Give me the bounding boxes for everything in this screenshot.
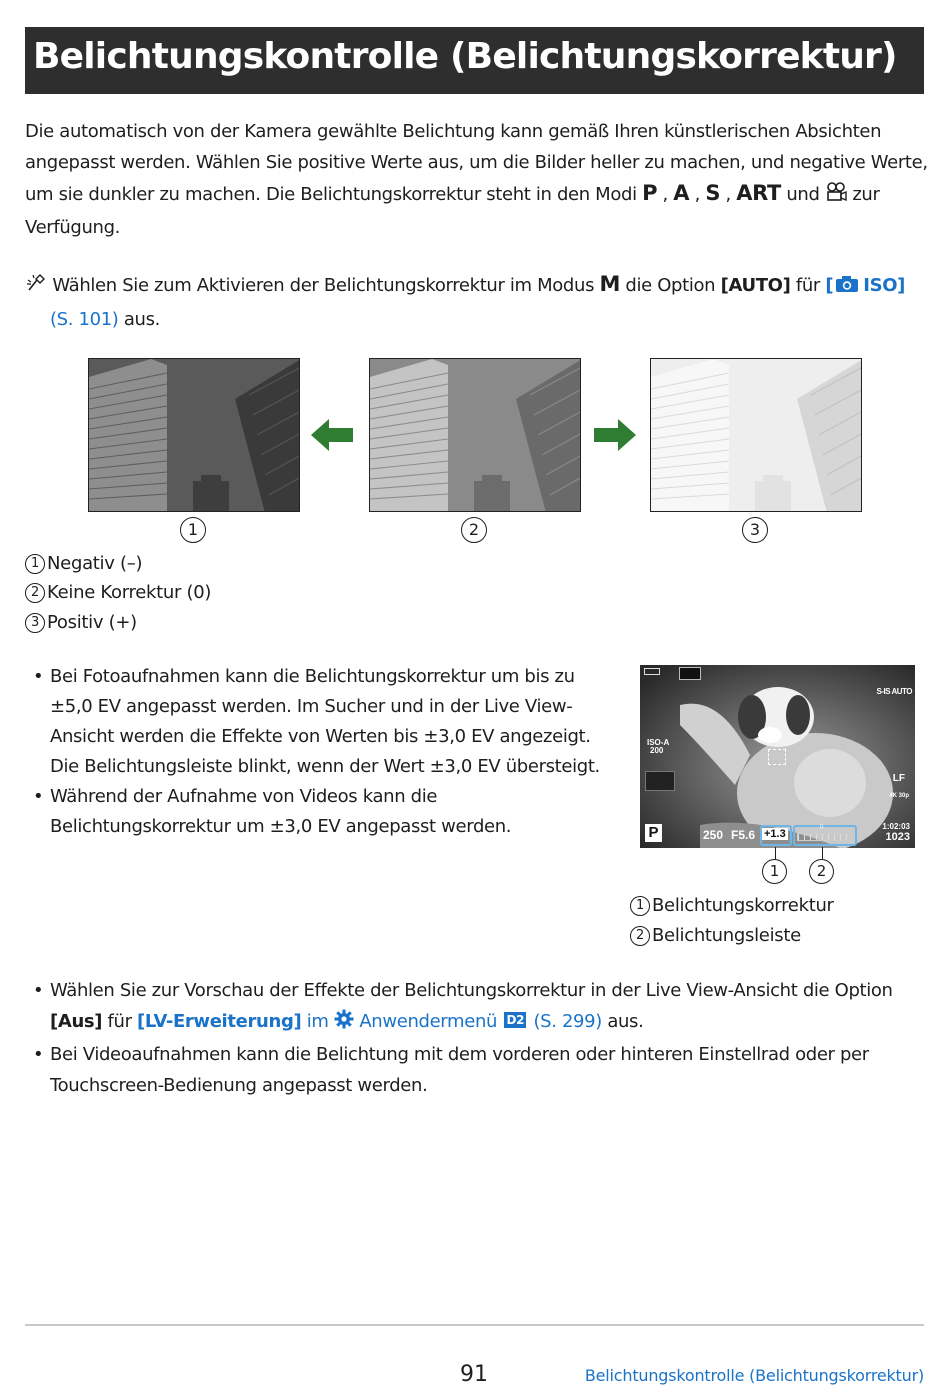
auto-option: [AUTO] [720, 275, 791, 296]
camera-live-view [640, 665, 915, 848]
battery-icon [644, 668, 660, 675]
bullet-link-text: im [306, 1011, 329, 1032]
callout-number-2: 2 [809, 859, 834, 884]
bullet-item [33, 975, 933, 1039]
legend-text: Keine Korrektur (0) [47, 582, 212, 603]
figure-number-2: 2 [461, 517, 487, 543]
bullet-text: aus. [607, 1011, 644, 1032]
exposure-comp-value: +1.3 [764, 828, 786, 840]
tip-paragraph [25, 269, 930, 335]
bullet-line: • Wählen Sie zur Vorschau der Effekte der Belichtungskorrektur in der Live View-Ansicht die Option [50, 980, 893, 1001]
legend-number: 1 [25, 554, 45, 574]
bullet-line: • Bei Fotoaufnahmen kann die Belichtungskorrektur um bis zu [50, 666, 575, 687]
page-number: 91 [460, 1362, 488, 1387]
camera-legend-item [630, 894, 834, 918]
legend-text: Negativ (–) [47, 553, 143, 574]
bullet-list [33, 975, 933, 1101]
separator: , [689, 184, 706, 205]
intro-line [25, 178, 930, 212]
title-bar [25, 27, 924, 94]
footer-section-link[interactable]: Belichtungskontrolle (Belichtungskorrektur) [584, 1366, 924, 1385]
exposure-bar [797, 833, 852, 841]
legend-item [25, 552, 142, 576]
iso-label: ISO-A [647, 738, 670, 747]
movie-icon [825, 181, 847, 212]
bullet-line: Belichtungskorrektur um ±3,0 EV angepasst werden. [50, 816, 512, 837]
tip-text: aus. [123, 309, 160, 330]
legend-item [25, 581, 211, 605]
bullet-line: Ansicht werden die Effekte von Werten bis ±3,0 EV angezeigt. [50, 726, 591, 747]
mode-a: A [673, 181, 690, 205]
und-text: und [786, 184, 820, 205]
lv-extension-link[interactable]: [LV-Erweiterung] [137, 1011, 302, 1032]
photo-positive [650, 358, 862, 512]
exposure-bar-zero: 0 [820, 825, 824, 831]
tip-text: die Option [625, 275, 716, 296]
camera-legend-item [630, 924, 801, 948]
figure-number-1: 1 [180, 517, 206, 543]
bullet-line: Touchscreen-Bedienung angepasst werden. [50, 1075, 428, 1096]
tip-text: Wählen Sie zum Aktivieren der Belichtungskorrektur im Modus [52, 275, 595, 296]
legend-number: 1 [630, 896, 650, 916]
legend-text: Belichtungsleiste [652, 925, 801, 946]
intro-line: angepasst werden. Wählen Sie positive Werte aus, um die Bilder heller zu machen, und negative Werte, [25, 152, 928, 173]
separator: , [720, 184, 737, 205]
record-time: 1:02:03 [882, 822, 910, 831]
intro-paragraph [25, 116, 930, 243]
bullet-item [33, 782, 613, 842]
page-ref-link[interactable]: (S. 299) [533, 1011, 602, 1032]
aperture-value: F5.6 [731, 828, 756, 842]
separator: , [657, 184, 674, 205]
legend-text: Belichtungskorrektur [652, 895, 834, 916]
focus-frame [768, 749, 786, 765]
arrow-left-icon [311, 419, 355, 451]
bullet-line: ±5,0 EV angepasst werden. Im Sucher und in der Live View- [50, 696, 573, 717]
bullet-item [33, 662, 613, 782]
tip-line [25, 269, 930, 304]
intro-line: Die automatisch von der Kamera gewählte Belichtung kann gemäß Ihren künstlerischen Absichten [25, 121, 882, 142]
bullet-text: für [107, 1011, 132, 1032]
d2-badge: D2 [506, 1013, 525, 1027]
bullet-list [33, 662, 613, 842]
mode-s: S [705, 181, 721, 205]
hud-top-icon [679, 667, 701, 680]
legend-item [25, 611, 137, 635]
callout-line-1 [775, 847, 776, 859]
camera-icon [835, 272, 859, 303]
custom-menu-link[interactable]: Anwendermenü [359, 1011, 498, 1032]
aus-option: [Aus] [50, 1011, 103, 1032]
mode-indicator: P [645, 824, 662, 842]
intro-line: Verfügung. [25, 217, 121, 238]
fps-indicator: 4K 30p [889, 793, 909, 799]
bracket: [ [825, 275, 834, 296]
iso-label: ISO] [863, 275, 906, 296]
quality-indicator: LF [892, 773, 905, 784]
intro-text: um sie dunkler zu machen. Die Belichtungskorrektur steht in den Modi [25, 184, 637, 205]
bullet-line: • Während der Aufnahme von Videos kann die [50, 786, 438, 807]
bullet-line: Die Belichtungsleiste blinkt, wenn der Wert ±3,0 EV übersteigt. [50, 756, 600, 777]
shots-remaining: 1023 [885, 831, 910, 843]
photo-neutral [369, 358, 581, 512]
arrow-right-icon [592, 419, 636, 451]
tip-icon [25, 272, 47, 304]
drive-icon [645, 771, 675, 791]
bullet-line [50, 1006, 933, 1039]
mode-m: M [599, 272, 621, 296]
intro-text: zur [852, 184, 880, 205]
figure-number-3: 3 [742, 517, 768, 543]
tip-line [25, 304, 930, 335]
page-ref-link[interactable]: (S. 101) [50, 309, 119, 330]
callout-number-1: 1 [762, 859, 787, 884]
footer-divider [25, 1324, 924, 1326]
photo-negative [88, 358, 300, 512]
shutter-value: 250 [703, 828, 724, 842]
bullet-line: • Bei Videoaufnahmen kann die Belichtung mit dem vorderen oder hinteren Einstellrad oder per [50, 1044, 869, 1065]
tip-text: für [795, 275, 820, 296]
legend-number: 2 [630, 926, 650, 946]
legend-text: Positiv (+) [47, 612, 137, 633]
iso-link[interactable] [825, 275, 905, 296]
gear-icon [334, 1008, 354, 1039]
legend-number: 3 [25, 613, 45, 633]
callout-line-2 [822, 847, 823, 859]
s-is-indicator: S-IS AUTO [876, 687, 912, 696]
page-title: Belichtungskontrolle (Belichtungskorrektur) [33, 36, 897, 77]
legend-number: 2 [25, 583, 45, 603]
bullet-item [33, 1039, 933, 1101]
mode-p: P [642, 181, 658, 205]
mode-art: ART [736, 181, 781, 205]
iso-value: 200 [650, 746, 664, 755]
